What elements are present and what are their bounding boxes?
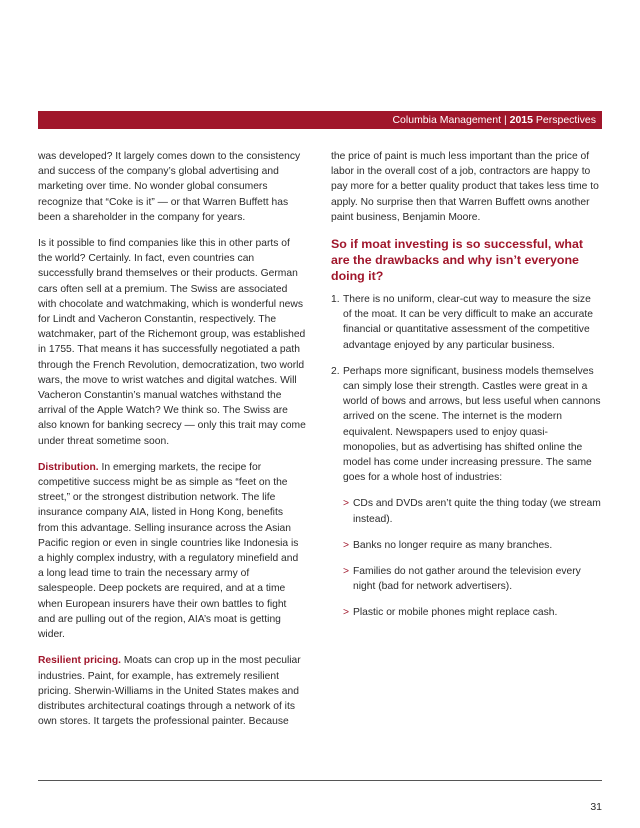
header-bar <box>38 111 602 129</box>
numbered-item <box>331 364 601 621</box>
paragraph: was developed? It largely comes down to the consistency and success of the company’s global advertising and marketing over time. No wonder global consumers recognize that “Coke is it” — or that Warren Buffett has been a shareholder in the company for years. <box>38 151 301 223</box>
lead-in: Resilient pricing. <box>38 655 121 667</box>
paragraph: Is it possible to find companies like this in other parts of the world? Certainly. In fact, even countries can successfully brand themselves or their products. German cars often sell at a premium. The Swiss are associated with chocolate and watchmaking, which is wonderful news for Lindt and Vacheron Constantin, respectively. The watchmaker, part of the Richemont group, was established in 1755. That means it has successfully negotiated a path through the French Revolution, democratization, two world wars, the move to wrist watches and digital watches. Will Vacheron Constantin’s manual watches withstand the arrival of the Apple Watch? We think so. The Swiss are also known for banking secrecy — only this trait may come under threat sometime soon. <box>38 238 306 447</box>
page-number: 31 <box>590 801 602 813</box>
section-heading: So if moat investing is so successful, what are the drawbacks and why isn’t everyone doing it? <box>331 237 584 284</box>
paragraph-distribution <box>38 460 306 642</box>
list-item <box>343 538 601 553</box>
numbered-item <box>331 292 601 353</box>
bullet-marker: > <box>343 498 350 510</box>
item-number: 1. <box>331 294 340 306</box>
paragraph-resilient-pricing <box>38 653 306 729</box>
bullet-marker: > <box>343 539 350 551</box>
left-column <box>38 149 306 740</box>
footer-rule <box>38 780 602 781</box>
bullet-text: Banks no longer require as many branches. <box>353 539 553 551</box>
paragraph-body: In emerging markets, the recipe for competitive success might be as simple as “feet on the street,” or the strongest distribution network. The life insurance company AIA, listed in Hong Kong, benefits from this advantage. Selling insurance across the Asian Pacific region or even in single countries like Indonesia is a highly complex industry, with a regulatory minefield and a long lead time to train the necessary army of salespeople. Deep pockets are required, and at a time when European insurers have their own battles to fight and are pulling out of the region, AIA’s moat is getting wider. <box>38 461 299 641</box>
lead-in: Distribution. <box>38 461 99 473</box>
list-item <box>343 564 601 594</box>
bullet-list <box>343 496 601 620</box>
header-section: Perspectives <box>535 114 596 126</box>
list-item <box>343 496 601 526</box>
item-text: There is no uniform, clear-cut way to measure the size of the moat. It can be very difficult to make an accurate financial or quantitative assessment of the competitive advantage enjoyed by any particular business. <box>343 294 593 351</box>
bullet-marker: > <box>343 607 350 619</box>
bullet-text: CDs and DVDs aren’t quite the thing today (we stream instead). <box>353 498 601 525</box>
bullet-text: Plastic or mobile phones might replace cash. <box>353 607 558 619</box>
list-item <box>343 605 601 620</box>
bullet-marker: > <box>343 566 350 578</box>
paragraph-body: Moats can crop up in the most peculiar industries. Paint, for example, has extremely resilient pricing. Sherwin-Williams in the United States makes and distributes architectural coatings through a network of its own stores. It targets the professional painter. Because <box>38 655 301 728</box>
right-column <box>331 149 601 632</box>
paragraph: the price of paint is much less important than the price of labor in the overall cost of a job, contractors are happy to pay more for a better quality product that takes less time to apply. No surprise then that Warren Buffett owns another paint business, Benjamin Moore. <box>331 151 599 223</box>
header-org: Columbia Management <box>392 114 502 126</box>
bullet-text: Families do not gather around the television every night (bad for network advertisers). <box>353 566 581 593</box>
item-text: Perhaps more significant, business models themselves can simply lose their strength. Castles were great in a world of bows and arrows, but less useful when cannons arrived on the scene. The internet is the modern equivalent. Newspapers used to enjoy quasi-monopolies, but as advertising has shifted online the model has come under increasing pressure. The same goes for a whole host of industries: <box>343 365 601 484</box>
item-number: 2. <box>331 365 340 377</box>
header-year: 2015 <box>509 114 533 126</box>
header-divider: | <box>503 114 507 126</box>
